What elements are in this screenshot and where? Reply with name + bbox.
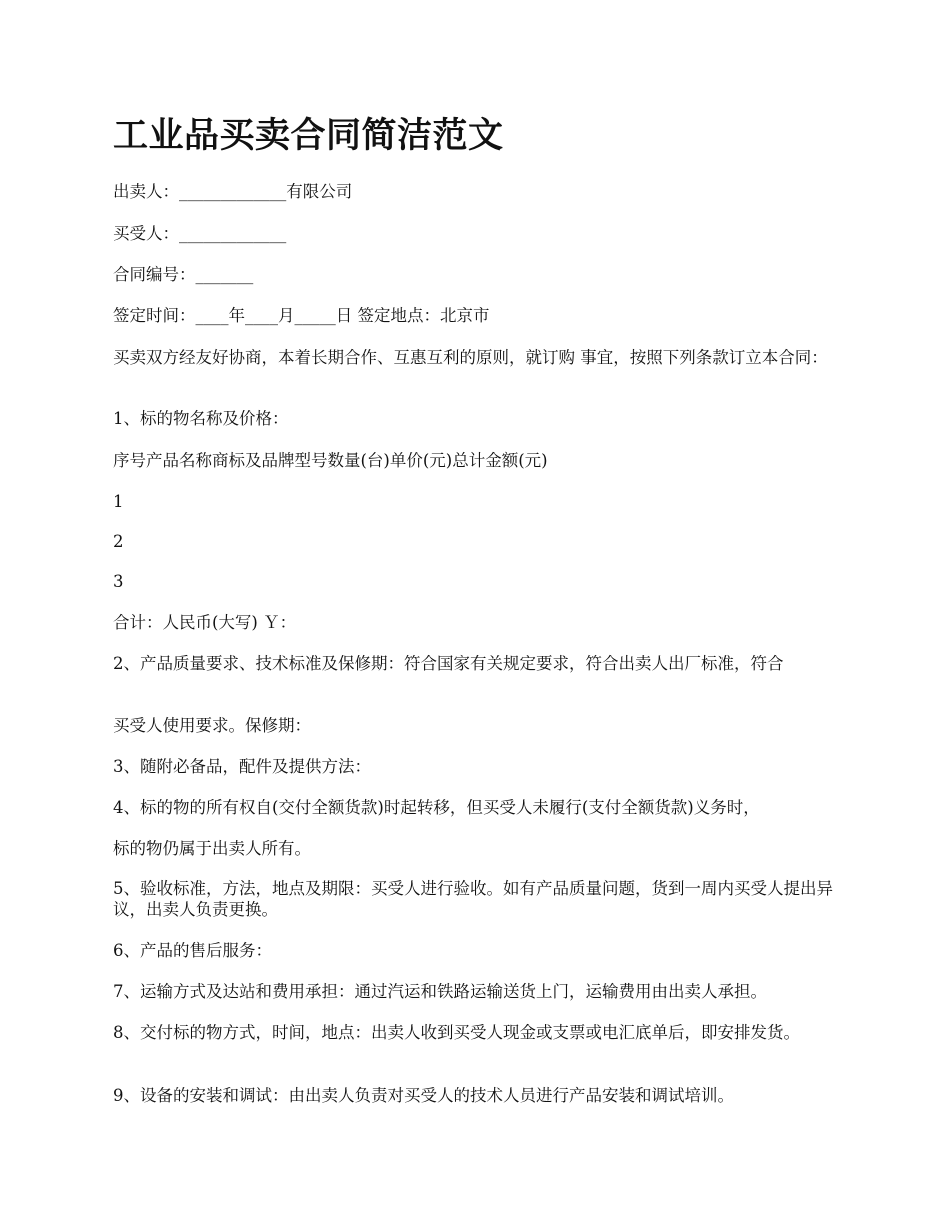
clause-3-paragraph: 3、随附必备品，配件及提供方法： [113,757,371,776]
clause-4-paragraph: 4、标的物的所有权自(交付全额货款)时起转移，但买受人未履行(支付全额货款)义务时， [113,798,760,817]
clause-5-paragraph: 5、验收标准，方法，地点及期限：买受人进行验收。如有产品质量问题，货到一周内买受人提出异议，出卖人负责更换。 [113,879,833,919]
preamble-paragraph: 买卖双方经友好协商，本着长期合作、互惠互利的原则，就订购 事宜，按照下列条款订立本合同： [113,348,828,367]
clause-4-continuation: 标的物仍属于出卖人所有。 [113,839,311,858]
clause-9-paragraph: 9、设备的安装和调试：由出卖人负责对买受人的技术人员进行产品安装和调试培训。 [113,1086,734,1105]
clause-6-paragraph: 6、产品的售后服务： [113,941,272,960]
clause-1-heading: 1、标的物名称及价格： [113,409,289,428]
clause-2-continuation: 买受人使用要求。保修期： [113,716,311,735]
table-row-2: 2 [113,532,124,551]
document-title: 工业品买卖合同简洁范文 [113,115,504,156]
signing-time-place-line: 签定时间：____年____月_____日 签定地点：北京市 [113,306,490,325]
clause-7-paragraph: 7、运输方式及达站和费用承担：通过汽运和铁路运输送货上门，运输费用由出卖人承担。 [113,982,767,1001]
contract-number-line: 合同编号：_______ [113,265,254,284]
table-header-line: 序号产品名称商标及品牌型号数量(台)单价(元)总计金额(元) [113,451,548,470]
buyer-line: 买受人：_____________ [113,224,287,243]
seller-line: 出卖人：_____________有限公司 [113,182,353,201]
table-row-1: 1 [113,492,124,511]
clause-8-paragraph: 8、交付标的物方式，时间，地点：出卖人收到买受人现金或支票或电汇底单后，即安排发货。 [113,1023,800,1042]
table-row-3: 3 [113,572,124,591]
total-line: 合计：人民币(大写) Ｙ： [113,613,297,632]
clause-2-paragraph: 2、产品质量要求、技术标准及保修期：符合国家有关规定要求，符合出卖人出厂标准，符合 [113,654,784,673]
